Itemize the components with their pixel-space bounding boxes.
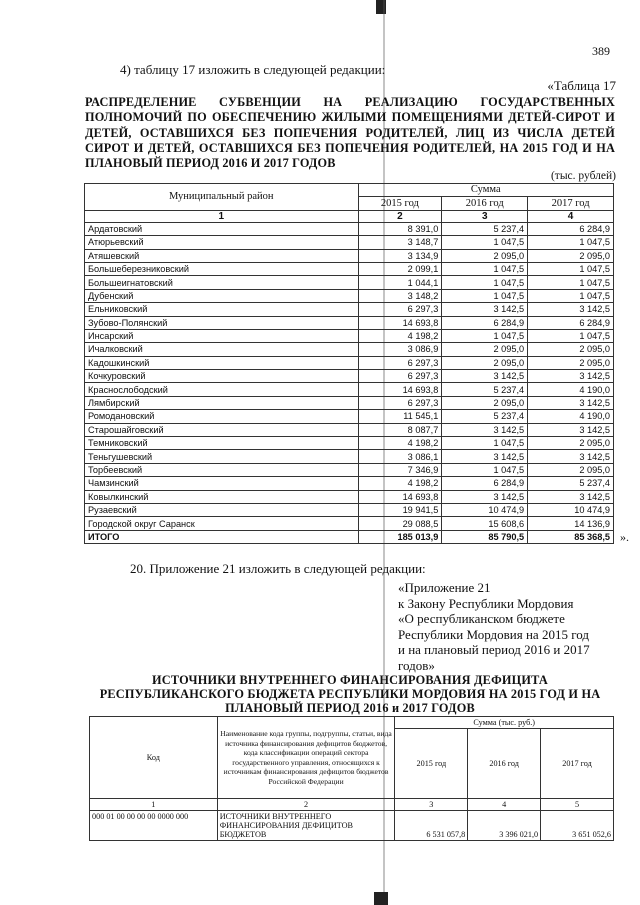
table21-title-line: ИСТОЧНИКИ ВНУТРЕННЕГО ФИНАНСИРОВАНИЯ ДЕФИЦИТА xyxy=(151,673,548,687)
total-2016: 85 790,5 xyxy=(442,530,528,543)
district-name: Инсарский xyxy=(85,329,359,342)
value-2016: 15 608,6 xyxy=(442,517,528,530)
appendix-heading xyxy=(398,580,628,673)
value-2015: 6 297,3 xyxy=(358,356,442,369)
header-year: 2015 год xyxy=(358,197,442,210)
appendix-line: и на плановый период 2016 и 2017 xyxy=(398,642,590,657)
table-row xyxy=(85,370,614,383)
table-row xyxy=(85,450,614,463)
value-2016: 6 284,9 xyxy=(442,477,528,490)
table-row xyxy=(85,316,614,329)
value-2017: 10 474,9 xyxy=(528,503,614,516)
value-2015: 14 693,8 xyxy=(358,490,442,503)
appendix-line: годов» xyxy=(398,657,435,673)
table-row xyxy=(85,249,614,262)
district-name: Торбеевский xyxy=(85,463,359,476)
column-number: 3 xyxy=(395,799,468,811)
district-name: Ковылкинский xyxy=(85,490,359,503)
row-code: 000 01 00 00 00 00 0000 000 xyxy=(90,811,218,841)
value-2017: 1 047,5 xyxy=(528,329,614,342)
table-row xyxy=(85,383,614,396)
value-2016: 10 474,9 xyxy=(442,503,528,516)
header-name: Наименование кода группы, подгруппы, статьи, вида источника финансирования дефицитов бюджетов, кода классификации операций сектора государственного управления, относящихся к источникам финансирования дефицитов бюджетов Российской Федерации xyxy=(217,717,395,799)
total-2015: 185 013,9 xyxy=(358,530,442,543)
value-2017: 2 095,0 xyxy=(528,356,614,369)
district-name: Ромодановский xyxy=(85,410,359,423)
header-year: 2017 год xyxy=(528,197,614,210)
value-2016: 1 047,5 xyxy=(442,289,528,302)
value-2017: 2 095,0 xyxy=(528,437,614,450)
total-row xyxy=(85,530,614,543)
value-2016: 3 142,5 xyxy=(442,450,528,463)
header-year: 2016 год xyxy=(442,197,528,210)
appendix-line: «Приложение 21 xyxy=(398,580,491,595)
unit-label: (тыс. рублей) xyxy=(550,170,616,182)
value-2015: 19 941,5 xyxy=(358,503,442,516)
column-number: 4 xyxy=(468,799,541,811)
district-name: Ичалковский xyxy=(85,343,359,356)
district-name: Дубенский xyxy=(85,289,359,302)
value-2017: 3 142,5 xyxy=(528,423,614,436)
value-2015: 4 198,2 xyxy=(358,329,442,342)
value-2017: 4 190,0 xyxy=(528,410,614,423)
value-2015: 6 297,3 xyxy=(358,303,442,316)
value-2017: 1 047,5 xyxy=(528,262,614,275)
total-label: ИТОГО xyxy=(85,530,359,543)
district-name: Лямбирский xyxy=(85,396,359,409)
district-name: Атяшевский xyxy=(85,249,359,262)
value-2015: 3 148,2 xyxy=(358,289,442,302)
value-2017: 5 237,4 xyxy=(528,477,614,490)
district-name: Рузаевский xyxy=(85,503,359,516)
value-2017: 2 095,0 xyxy=(528,463,614,476)
table-row xyxy=(85,396,614,409)
column-number: 3 xyxy=(442,210,528,222)
table-row xyxy=(85,236,614,249)
table-row xyxy=(85,423,614,436)
value-2015: 7 346,9 xyxy=(358,463,442,476)
intro-line: 4) таблицу 17 изложить в следующей редакции: xyxy=(120,62,386,77)
table-row xyxy=(85,477,614,490)
value-2016: 1 047,5 xyxy=(442,276,528,289)
row-2015: 6 531 057,8 xyxy=(395,811,468,841)
value-2016: 1 047,5 xyxy=(442,262,528,275)
value-2017: 3 142,5 xyxy=(528,370,614,383)
value-2016: 5 237,4 xyxy=(442,383,528,396)
table21-title-line: РЕСПУБЛИКАНСКОГО БЮДЖЕТА РЕСПУБЛИКИ МОРДОВИЯ НА 2015 ГОД И НА xyxy=(99,687,601,701)
district-name: Краснослободский xyxy=(85,383,359,396)
value-2016: 6 284,9 xyxy=(442,316,528,329)
header-year: 2017 год xyxy=(541,729,614,799)
district-name: Городской округ Саранск xyxy=(85,517,359,530)
table-row xyxy=(85,303,614,316)
value-2015: 2 099,1 xyxy=(358,262,442,275)
value-2016: 5 237,4 xyxy=(442,410,528,423)
column-number: 2 xyxy=(358,210,442,222)
binding-mark-bottom xyxy=(374,892,388,905)
appendix-line: к Закону Республики Мордовия xyxy=(398,595,574,611)
header-sum: Сумма xyxy=(358,184,614,197)
appendix-line: «О республиканском бюджете xyxy=(398,611,565,626)
value-2017: 2 095,0 xyxy=(528,343,614,356)
table-21 xyxy=(89,716,614,841)
value-2016: 2 095,0 xyxy=(442,396,528,409)
value-2015: 4 198,2 xyxy=(358,437,442,450)
value-2016: 3 142,5 xyxy=(442,423,528,436)
value-2017: 6 284,9 xyxy=(528,222,614,235)
closing-quote: ». xyxy=(620,530,629,544)
value-2016: 1 047,5 xyxy=(442,329,528,342)
column-number: 1 xyxy=(85,210,359,222)
header-year: 2015 год xyxy=(395,729,468,799)
district-name: Темниковский xyxy=(85,437,359,450)
table-17-body xyxy=(85,222,614,530)
table-row xyxy=(85,329,614,342)
value-2015: 6 297,3 xyxy=(358,396,442,409)
header-year: 2016 год xyxy=(468,729,541,799)
value-2017: 1 047,5 xyxy=(528,236,614,249)
appendix-line: Республики Мордовия на 2015 год xyxy=(398,626,589,642)
district-name: Зубово-Полянский xyxy=(85,316,359,329)
column-number: 2 xyxy=(217,799,395,811)
header-code: Код xyxy=(90,717,218,799)
table-row xyxy=(85,463,614,476)
table-row xyxy=(85,343,614,356)
page-number: 389 xyxy=(592,44,610,58)
value-2015: 14 693,8 xyxy=(358,383,442,396)
table-row xyxy=(85,289,614,302)
table21-title-line: ПЛАНОВЫЙ ПЕРИОД 2016 и 2017 ГОДОВ xyxy=(225,701,475,715)
value-2015: 8 087,7 xyxy=(358,423,442,436)
district-name: Старошайговский xyxy=(85,423,359,436)
table-row xyxy=(90,811,614,841)
row-name: ИСТОЧНИКИ ВНУТРЕННЕГО ФИНАНСИРОВАНИЯ ДЕФИЦИТОВ БЮДЖЕТОВ xyxy=(217,811,395,841)
value-2016: 5 237,4 xyxy=(442,222,528,235)
table-row xyxy=(85,262,614,275)
value-2015: 4 198,2 xyxy=(358,477,442,490)
district-name: Большеберезниковский xyxy=(85,262,359,275)
district-name: Кочкуровский xyxy=(85,370,359,383)
value-2016: 3 142,5 xyxy=(442,370,528,383)
total-2017: 85 368,5 xyxy=(528,530,614,543)
value-2015: 6 297,3 xyxy=(358,370,442,383)
header-sum: Сумма (тыс. руб.) xyxy=(395,717,614,729)
table21-title xyxy=(80,673,620,715)
value-2017: 2 095,0 xyxy=(528,249,614,262)
table-row xyxy=(85,410,614,423)
value-2017: 3 142,5 xyxy=(528,490,614,503)
table-row xyxy=(85,490,614,503)
district-name: Большеигнатовский xyxy=(85,276,359,289)
value-2015: 3 086,1 xyxy=(358,450,442,463)
column-number: 5 xyxy=(541,799,614,811)
table17-title: РАСПРЕДЕЛЕНИЕ СУБВЕНЦИИ НА РЕАЛИЗАЦИЮ ГОСУДАРСТВЕННЫХ ПОЛНОМОЧИЙ ПО ОБЕСПЕЧЕНИЮ ЖИЛЫМИ ПОМЕЩЕНИЯМИ ДЕТЕЙ-СИРОТ И ДЕТЕЙ, ОСТАВШИХСЯ БЕЗ ПОПЕЧЕНИЯ РОДИТЕЛЕЙ, ЛИЦ ИЗ ЧИСЛА ДЕТЕЙ СИРОТ И ДЕТЕЙ, ОСТАВШИХСЯ БЕЗ ПОПЕЧЕНИЯ РОДИТЕЛЕЙ, НА 2015 ГОД И НА ПЛАНОВЫЙ ПЕРИОД 2016 И 2017 ГОДОВ xyxy=(85,95,615,171)
table-row xyxy=(85,437,614,450)
value-2016: 1 047,5 xyxy=(442,463,528,476)
district-name: Кадошкинский xyxy=(85,356,359,369)
district-name: Атюрьевский xyxy=(85,236,359,249)
district-name: Ардатовский xyxy=(85,222,359,235)
table-row xyxy=(85,517,614,530)
table-row xyxy=(85,356,614,369)
district-name: Ельниковский xyxy=(85,303,359,316)
value-2017: 3 142,5 xyxy=(528,303,614,316)
row-2016: 3 396 021,0 xyxy=(468,811,541,841)
column-number: 1 xyxy=(90,799,218,811)
value-2017: 6 284,9 xyxy=(528,316,614,329)
row-2017: 3 651 052,6 xyxy=(541,811,614,841)
value-2015: 11 545,1 xyxy=(358,410,442,423)
paragraph-20: 20. Приложение 21 изложить в следующей редакции: xyxy=(130,561,426,576)
value-2017: 14 136,9 xyxy=(528,517,614,530)
district-name: Чамзинский xyxy=(85,477,359,490)
value-2016: 3 142,5 xyxy=(442,303,528,316)
district-name: Теньгушевский xyxy=(85,450,359,463)
table-row xyxy=(85,276,614,289)
table-reference: «Таблица 17 xyxy=(547,78,616,93)
value-2017: 3 142,5 xyxy=(528,450,614,463)
value-2015: 3 134,9 xyxy=(358,249,442,262)
header-district: Муниципальный район xyxy=(85,184,359,211)
value-2017: 4 190,0 xyxy=(528,383,614,396)
value-2016: 3 142,5 xyxy=(442,490,528,503)
value-2016: 2 095,0 xyxy=(442,343,528,356)
value-2016: 1 047,5 xyxy=(442,236,528,249)
value-2015: 3 148,7 xyxy=(358,236,442,249)
table-row xyxy=(85,503,614,516)
value-2017: 1 047,5 xyxy=(528,289,614,302)
column-number: 4 xyxy=(528,210,614,222)
value-2015: 3 086,9 xyxy=(358,343,442,356)
value-2016: 2 095,0 xyxy=(442,249,528,262)
value-2017: 3 142,5 xyxy=(528,396,614,409)
table-row xyxy=(85,222,614,235)
value-2015: 8 391,0 xyxy=(358,222,442,235)
value-2017: 1 047,5 xyxy=(528,276,614,289)
value-2015: 14 693,8 xyxy=(358,316,442,329)
value-2016: 1 047,5 xyxy=(442,437,528,450)
value-2015: 1 044,1 xyxy=(358,276,442,289)
table-17 xyxy=(84,183,614,544)
value-2016: 2 095,0 xyxy=(442,356,528,369)
value-2015: 29 088,5 xyxy=(358,517,442,530)
